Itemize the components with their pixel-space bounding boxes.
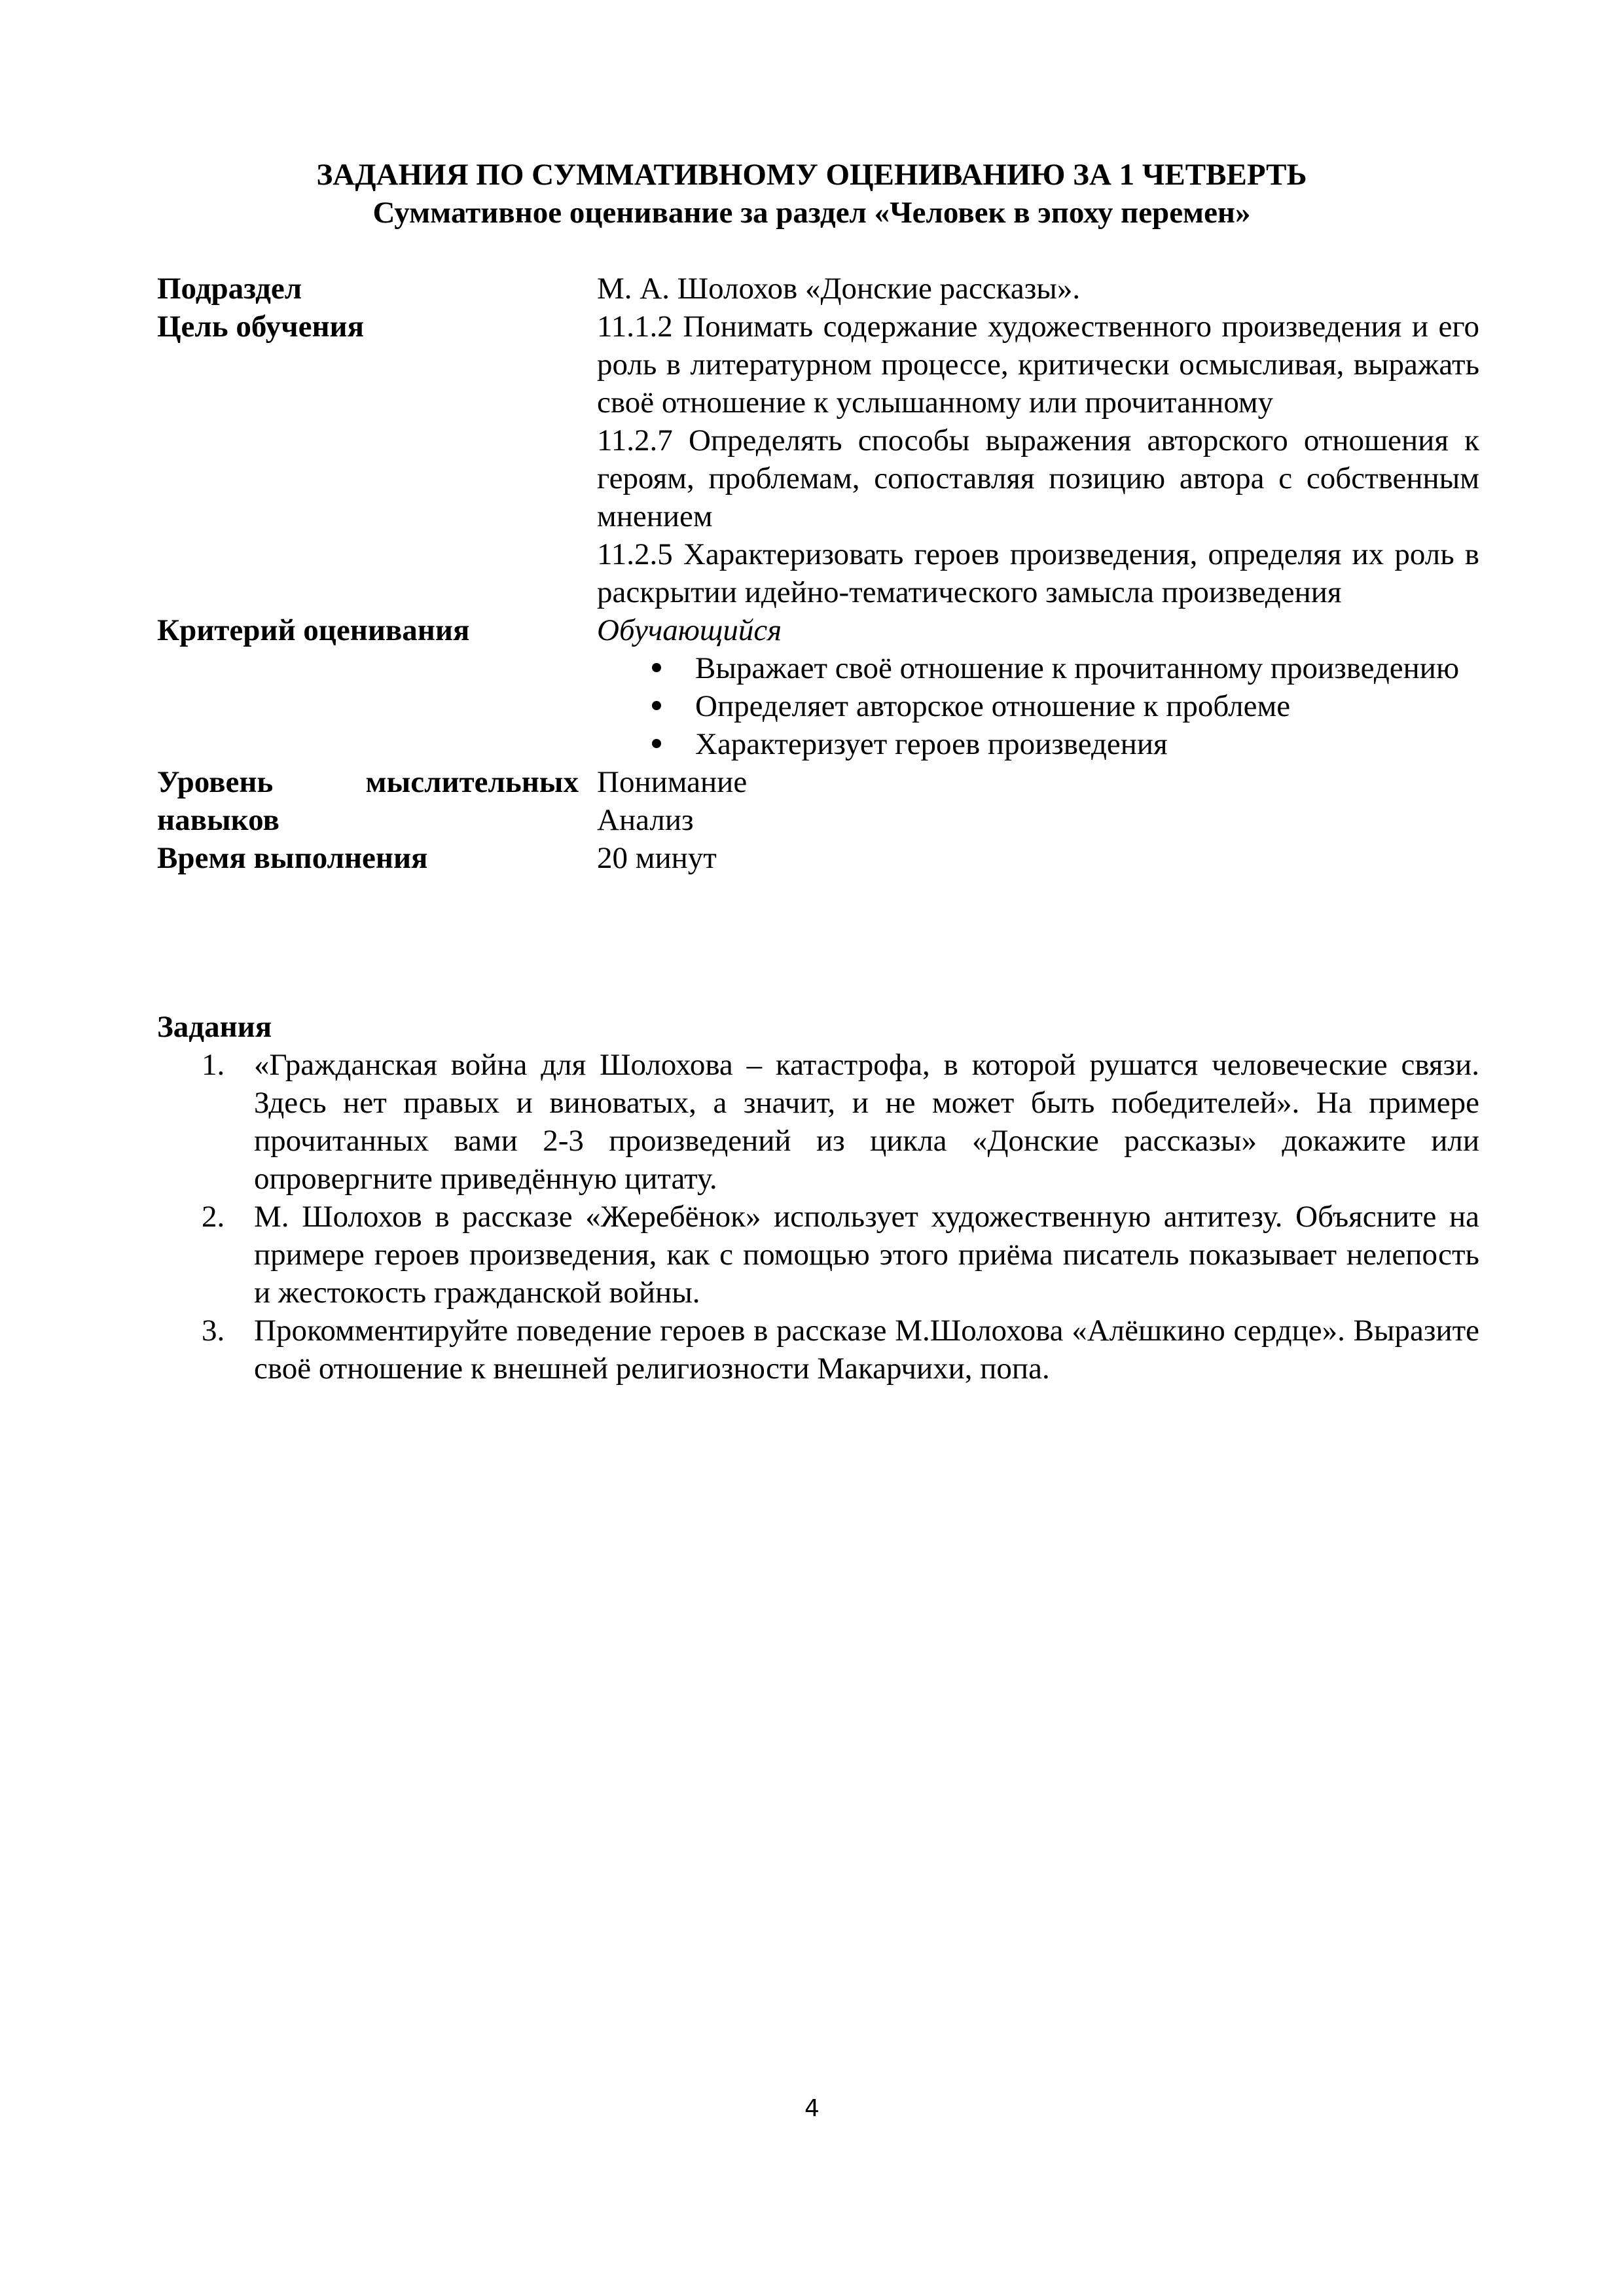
criteria-bullet-list <box>597 649 1479 763</box>
bullet-icon <box>652 701 661 710</box>
objective-item: 11.1.2 Понимать содержание художественного произведения и его роль в литературном процессе, критически осмысливая, выражать своё отношение к услышанному или прочитанному <box>597 310 1479 420</box>
thinking-level-label: Уровень мыслительных навыков <box>157 765 579 837</box>
thinking-level-item: Анализ <box>597 803 694 837</box>
page-number: 4 <box>804 2095 820 2122</box>
task-text: «Гражданская война для Шолохова – катастрофа, в которой рушатся человеческие связи. Здесь нет правых и виноватых, а значит, и не может быть победителей». На примере прочитанных вами 2-3 произведений из цикла «Донские рассказы» докажите или опровергните приведённую цитату. <box>254 1048 1479 1196</box>
subsection-value: М. А. Шолохов «Донские рассказы». <box>597 272 1081 306</box>
assessment-info-table <box>157 270 1479 877</box>
thinking-level-item: Понимание <box>597 765 748 799</box>
info-row-criteria <box>157 611 1479 763</box>
task-text: Прокомментируйте поведение героев в рассказе М.Шолохова «Алёшкино сердце». Выразите своё отношение к внешней религиозности Макарчихи, попа. <box>254 1314 1479 1386</box>
info-row-subsection <box>157 270 1479 308</box>
task-item <box>157 1312 1479 1388</box>
criteria-bullet-item <box>695 649 1479 687</box>
tasks-list <box>157 1046 1479 1388</box>
thinking-level-values <box>597 763 1479 839</box>
bullet-icon <box>652 739 661 748</box>
task-number: 3. <box>202 1314 225 1348</box>
subsection-label: Подраздел <box>157 272 302 306</box>
objective-item: 11.2.7 Определять способы выражения авторского отношения к героям, проблемам, сопоставляя позицию автора с собственным мнением <box>597 423 1479 533</box>
bullet-icon <box>652 663 661 672</box>
time-label: Время выполнения <box>157 841 428 875</box>
task-number: 2. <box>202 1200 225 1234</box>
task-number: 1. <box>202 1048 225 1082</box>
criteria-bullet-text: Выражает своё отношение к прочитанному произведению <box>695 651 1460 685</box>
page-title: ЗАДАНИЯ ПО СУММАТИВНОМУ ОЦЕНИВАНИЮ ЗА 1 ЧЕТВЕРТЬ <box>316 158 1307 192</box>
criteria-bullet-item <box>695 687 1479 725</box>
info-row-objective <box>157 308 1479 611</box>
criteria-intro: Обучающийся <box>597 613 782 647</box>
task-item <box>157 1046 1479 1198</box>
objective-label: Цель обучения <box>157 310 365 344</box>
page-subtitle: Суммативное оценивание за раздел «Человек в эпоху перемен» <box>372 196 1251 230</box>
info-row-time <box>157 839 1479 877</box>
criteria-label: Критерий оценивания <box>157 613 470 647</box>
criteria-bullet-text: Определяет авторское отношение к проблеме <box>695 689 1291 723</box>
criteria-bullet-item <box>695 725 1479 763</box>
objective-item: 11.2.5 Характеризовать героев произведения, определяя их роль в раскрытии идейно-тематического замысла произведения <box>597 537 1479 609</box>
task-item <box>157 1198 1479 1312</box>
tasks-heading: Задания <box>157 1010 272 1044</box>
task-text: М. Шолохов в рассказе «Жеребёнок» использует художественную антитезу. Объясните на примере героев произведения, как с помощью этого приёма писатель показывает нелепость и жестокость гражданской войны. <box>254 1200 1479 1310</box>
criteria-values <box>597 611 1479 763</box>
time-value: 20 минут <box>597 841 717 875</box>
info-row-thinking-level <box>157 763 1479 839</box>
objective-values <box>597 308 1479 611</box>
criteria-bullet-text: Характеризует героев произведения <box>695 727 1168 761</box>
